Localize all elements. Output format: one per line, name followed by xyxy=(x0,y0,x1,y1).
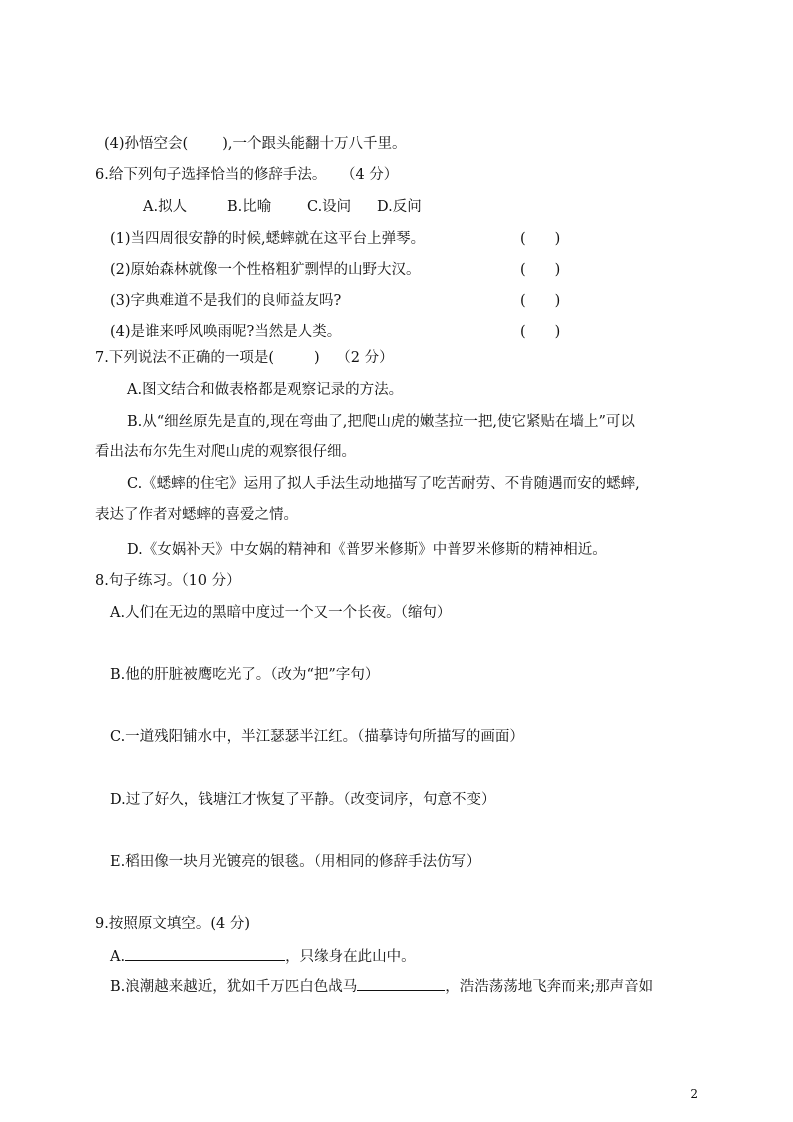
q6-item-1: (1)当四周很安静的时候,蟋蟀就在这平台上弹琴。 xyxy=(110,231,426,247)
q7-option-c-line2: 表达了作者对蟋蟀的喜爱之情。 xyxy=(95,507,298,523)
q7-option-b-line2: 看出法布尔先生对爬山虎的观察很仔细。 xyxy=(95,444,356,460)
q9-item-b xyxy=(110,976,653,997)
q6-item-2: (2)原始森林就像一个性格粗犷剽悍的山野大汉。 xyxy=(110,262,421,278)
q6-item-4: (4)是谁来呼风唤雨呢?当然是人类。 xyxy=(110,324,342,340)
q7-title-pre: 7.下列说法不正确的一项是( xyxy=(95,350,274,366)
q6-answer-1[interactable]: ( ) xyxy=(520,231,561,247)
q6-item-3: (3)字典难道不是我们的良师益友吗? xyxy=(110,293,342,309)
q8-item-a: A.人们在无边的黑暗中度过一个又一个长夜。（缩句） xyxy=(110,605,452,621)
q6-title xyxy=(95,165,398,185)
q9-blank-a[interactable] xyxy=(125,946,285,961)
q5-item-4-pre: (4)孙悟空会( xyxy=(104,136,189,152)
q8-item-e: E.稻田像一块月光镀亮的银毯。（用相同的修辞手法仿写） xyxy=(110,854,481,870)
q6-answer-4[interactable]: ( ) xyxy=(520,324,561,340)
q5-item-4 xyxy=(104,134,406,154)
q9-item-a-post: ，只缘身在此山中。 xyxy=(285,949,416,965)
q9-title: 9.按照原文填空。(4 分) xyxy=(95,916,250,932)
q6-answer-2[interactable]: ( ) xyxy=(520,262,561,278)
q7-option-a: A.图文结合和做表格都是观察记录的方法。 xyxy=(127,382,404,398)
q6-score: （4 分） xyxy=(340,167,399,183)
q7-option-d: D.《女娲补天》中女娲的精神和《普罗米修斯》中普罗米修斯的精神相近。 xyxy=(127,542,607,558)
q6-option-d: D.反问 xyxy=(377,199,422,215)
q9-item-b-post: ，浩浩荡荡地飞奔而来;那声音如 xyxy=(445,979,654,995)
q9-blank-b[interactable] xyxy=(357,976,445,991)
q6-option-c: C.设问 xyxy=(307,199,352,215)
q8-item-b: B.他的肝脏被鹰吃光了。（改为“把”字句） xyxy=(110,667,380,683)
q9-item-a-pre: A. xyxy=(110,949,126,965)
q5-item-4-post: ),一个跟头能翻十万八千里。 xyxy=(222,136,407,152)
q8-item-d: D.过了好久，钱塘江才恢复了平静。（改变词序，句意不变） xyxy=(110,792,496,808)
q6-answer-3[interactable]: ( ) xyxy=(520,293,561,309)
q7-title xyxy=(95,348,394,368)
q7-option-c-line1: C.《蟋蟀的住宅》运用了拟人手法生动地描写了吃苦耐劳、不肯随遇而安的蟋蟀, xyxy=(127,476,640,492)
q7-option-b-line1: B.从“细丝原先是直的,现在弯曲了,把爬山虎的嫩茎拉一把,使它紧贴在墙上”可以 xyxy=(127,414,635,430)
q6-option-a: A.拟人 xyxy=(143,199,188,215)
q9-item-b-pre: B.浪潮越来越近，犹如千万匹白色战马 xyxy=(110,979,358,995)
q8-title: 8.句子练习。（10 分） xyxy=(95,573,241,589)
page-number: 2 xyxy=(690,1087,698,1101)
q8-item-c: C.一道残阳铺水中，半江瑟瑟半江红。（描摹诗句所描写的画面） xyxy=(110,729,524,745)
q7-score: （2 分） xyxy=(336,350,394,366)
q6-options xyxy=(143,197,422,217)
q7-title-post: ) xyxy=(314,350,320,366)
q6-title-text: 6.给下列句子选择恰当的修辞手法。 xyxy=(95,167,327,183)
q9-item-a xyxy=(110,946,416,967)
q6-option-b: B.比喻 xyxy=(227,199,272,215)
